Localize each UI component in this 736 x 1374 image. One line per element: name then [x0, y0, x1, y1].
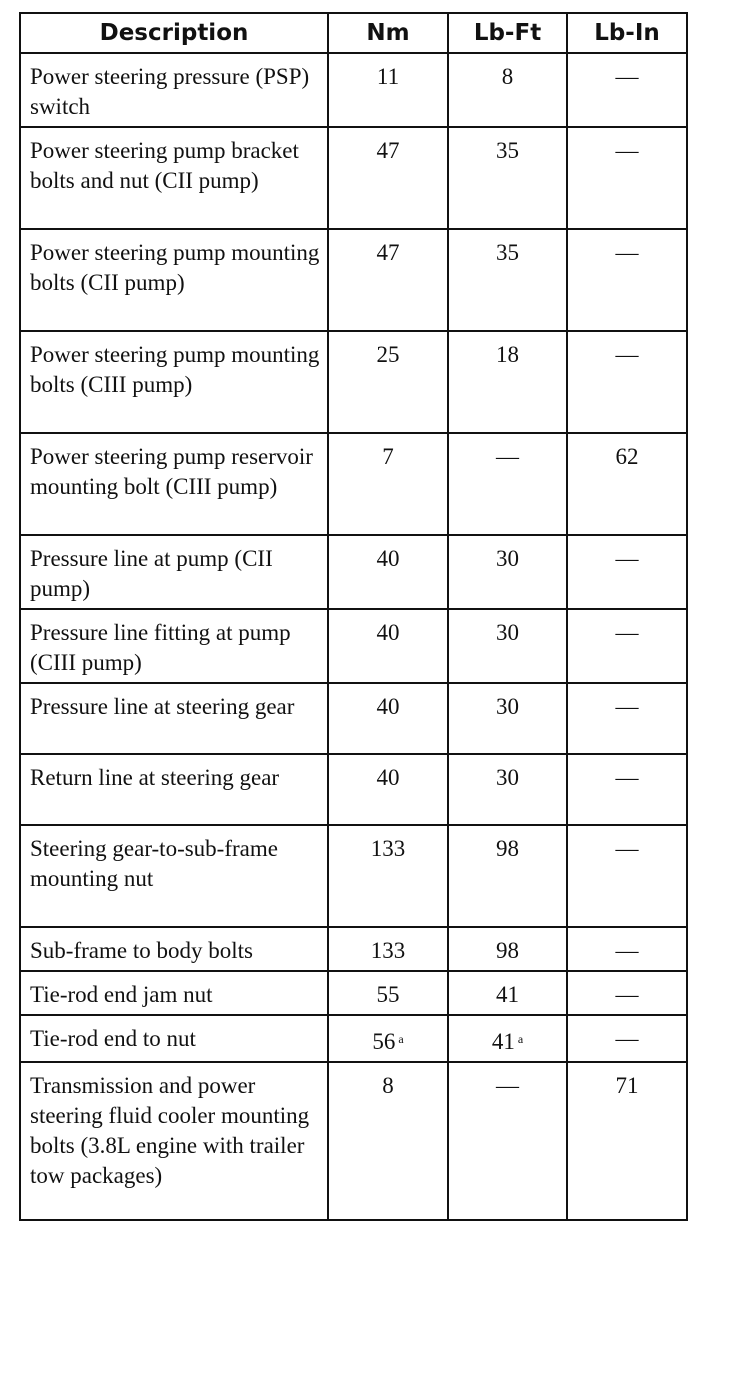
cell-description: Sub-frame to body bolts — [20, 927, 328, 971]
cell-lb-ft: 30 — [448, 535, 567, 609]
cell-lb-ft: 30 — [448, 683, 567, 754]
cell-lb-ft: 30 — [448, 754, 567, 825]
cell-lb-ft: — — [448, 1062, 567, 1220]
cell-description: Power steering pressure (PSP) switch — [20, 53, 328, 127]
cell-lb-ft: 8 — [448, 53, 567, 127]
table-row — [20, 331, 687, 433]
cell-lb-in: — — [567, 754, 687, 825]
cell-nm: 40 — [328, 754, 448, 825]
cell-nm-value: 56 — [372, 1029, 396, 1054]
cell-nm: 40 — [328, 683, 448, 754]
cell-lb-ft: 35 — [448, 229, 567, 331]
cell-nm: 55 — [328, 971, 448, 1015]
cell-description: Pressure line at steering gear — [20, 683, 328, 754]
cell-lb-in: — — [567, 971, 687, 1015]
table-row — [20, 229, 687, 331]
cell-nm: 133 — [328, 927, 448, 971]
cell-description: Transmission and power steering fluid cooler mounting bolts (3.8L engine with trailer tow packages) — [20, 1062, 328, 1220]
cell-lb-in: — — [567, 229, 687, 331]
cell-nm: 7 — [328, 433, 448, 535]
cell-lb-in: — — [567, 535, 687, 609]
header-lb-in: Lb-In — [567, 13, 687, 53]
cell-nm: 47 — [328, 229, 448, 331]
footnote-marker: a — [398, 1032, 404, 1046]
header-row — [20, 13, 687, 53]
header-lb-ft: Lb-Ft — [448, 13, 567, 53]
cell-lb-ft: 98 — [448, 927, 567, 971]
torque-spec-table — [19, 12, 688, 1221]
cell-description: Pressure line fitting at pump (CIII pump) — [20, 609, 328, 683]
cell-lb-in: — — [567, 683, 687, 754]
cell-description: Tie-rod end to nut — [20, 1015, 328, 1062]
header-nm: Nm — [328, 13, 448, 53]
cell-description: Power steering pump mounting bolts (CII pump) — [20, 229, 328, 331]
cell-lb-in: — — [567, 927, 687, 971]
cell-description: Steering gear-to-sub-frame mounting nut — [20, 825, 328, 927]
cell-nm: 40 — [328, 535, 448, 609]
cell-lb-ft: 41 — [448, 971, 567, 1015]
cell-lb-ft: 98 — [448, 825, 567, 927]
cell-description: Pressure line at pump (CII pump) — [20, 535, 328, 609]
cell-lb-in: — — [567, 331, 687, 433]
cell-lb-ft: 30 — [448, 609, 567, 683]
cell-description: Tie-rod end jam nut — [20, 971, 328, 1015]
table-row — [20, 609, 687, 683]
cell-nm: 47 — [328, 127, 448, 229]
cell-nm: 11 — [328, 53, 448, 127]
cell-lb-ft: — — [448, 433, 567, 535]
cell-description: Return line at steering gear — [20, 754, 328, 825]
cell-lb-ft-value: 41 — [491, 1029, 515, 1054]
cell-lb-in: 62 — [567, 433, 687, 535]
cell-lb-in: — — [567, 53, 687, 127]
cell-nm — [328, 1015, 448, 1062]
header-description: Description — [20, 13, 328, 53]
table-row — [20, 971, 687, 1015]
cell-lb-in: — — [567, 825, 687, 927]
footnote-marker: a — [517, 1032, 524, 1046]
cell-nm: 25 — [328, 331, 448, 433]
cell-nm: 8 — [328, 1062, 448, 1220]
cell-nm: 40 — [328, 609, 448, 683]
table-row — [20, 535, 687, 609]
cell-lb-ft — [448, 1015, 567, 1062]
table-row — [20, 754, 687, 825]
cell-lb-ft: 18 — [448, 331, 567, 433]
cell-lb-in: 71 — [567, 1062, 687, 1220]
cell-lb-ft: 35 — [448, 127, 567, 229]
cell-lb-in: — — [567, 1015, 687, 1062]
cell-description: Power steering pump mounting bolts (CIII pump) — [20, 331, 328, 433]
table-row — [20, 825, 687, 927]
cell-description: Power steering pump reservoir mounting bolt (CIII pump) — [20, 433, 328, 535]
cell-lb-in: — — [567, 609, 687, 683]
table-row — [20, 433, 687, 535]
table-row — [20, 1015, 687, 1062]
cell-nm: 133 — [328, 825, 448, 927]
table-row — [20, 683, 687, 754]
table-row — [20, 1062, 687, 1220]
table-row — [20, 927, 687, 971]
cell-description: Power steering pump bracket bolts and nut (CII pump) — [20, 127, 328, 229]
cell-lb-in: — — [567, 127, 687, 229]
table-row — [20, 53, 687, 127]
table-row — [20, 127, 687, 229]
